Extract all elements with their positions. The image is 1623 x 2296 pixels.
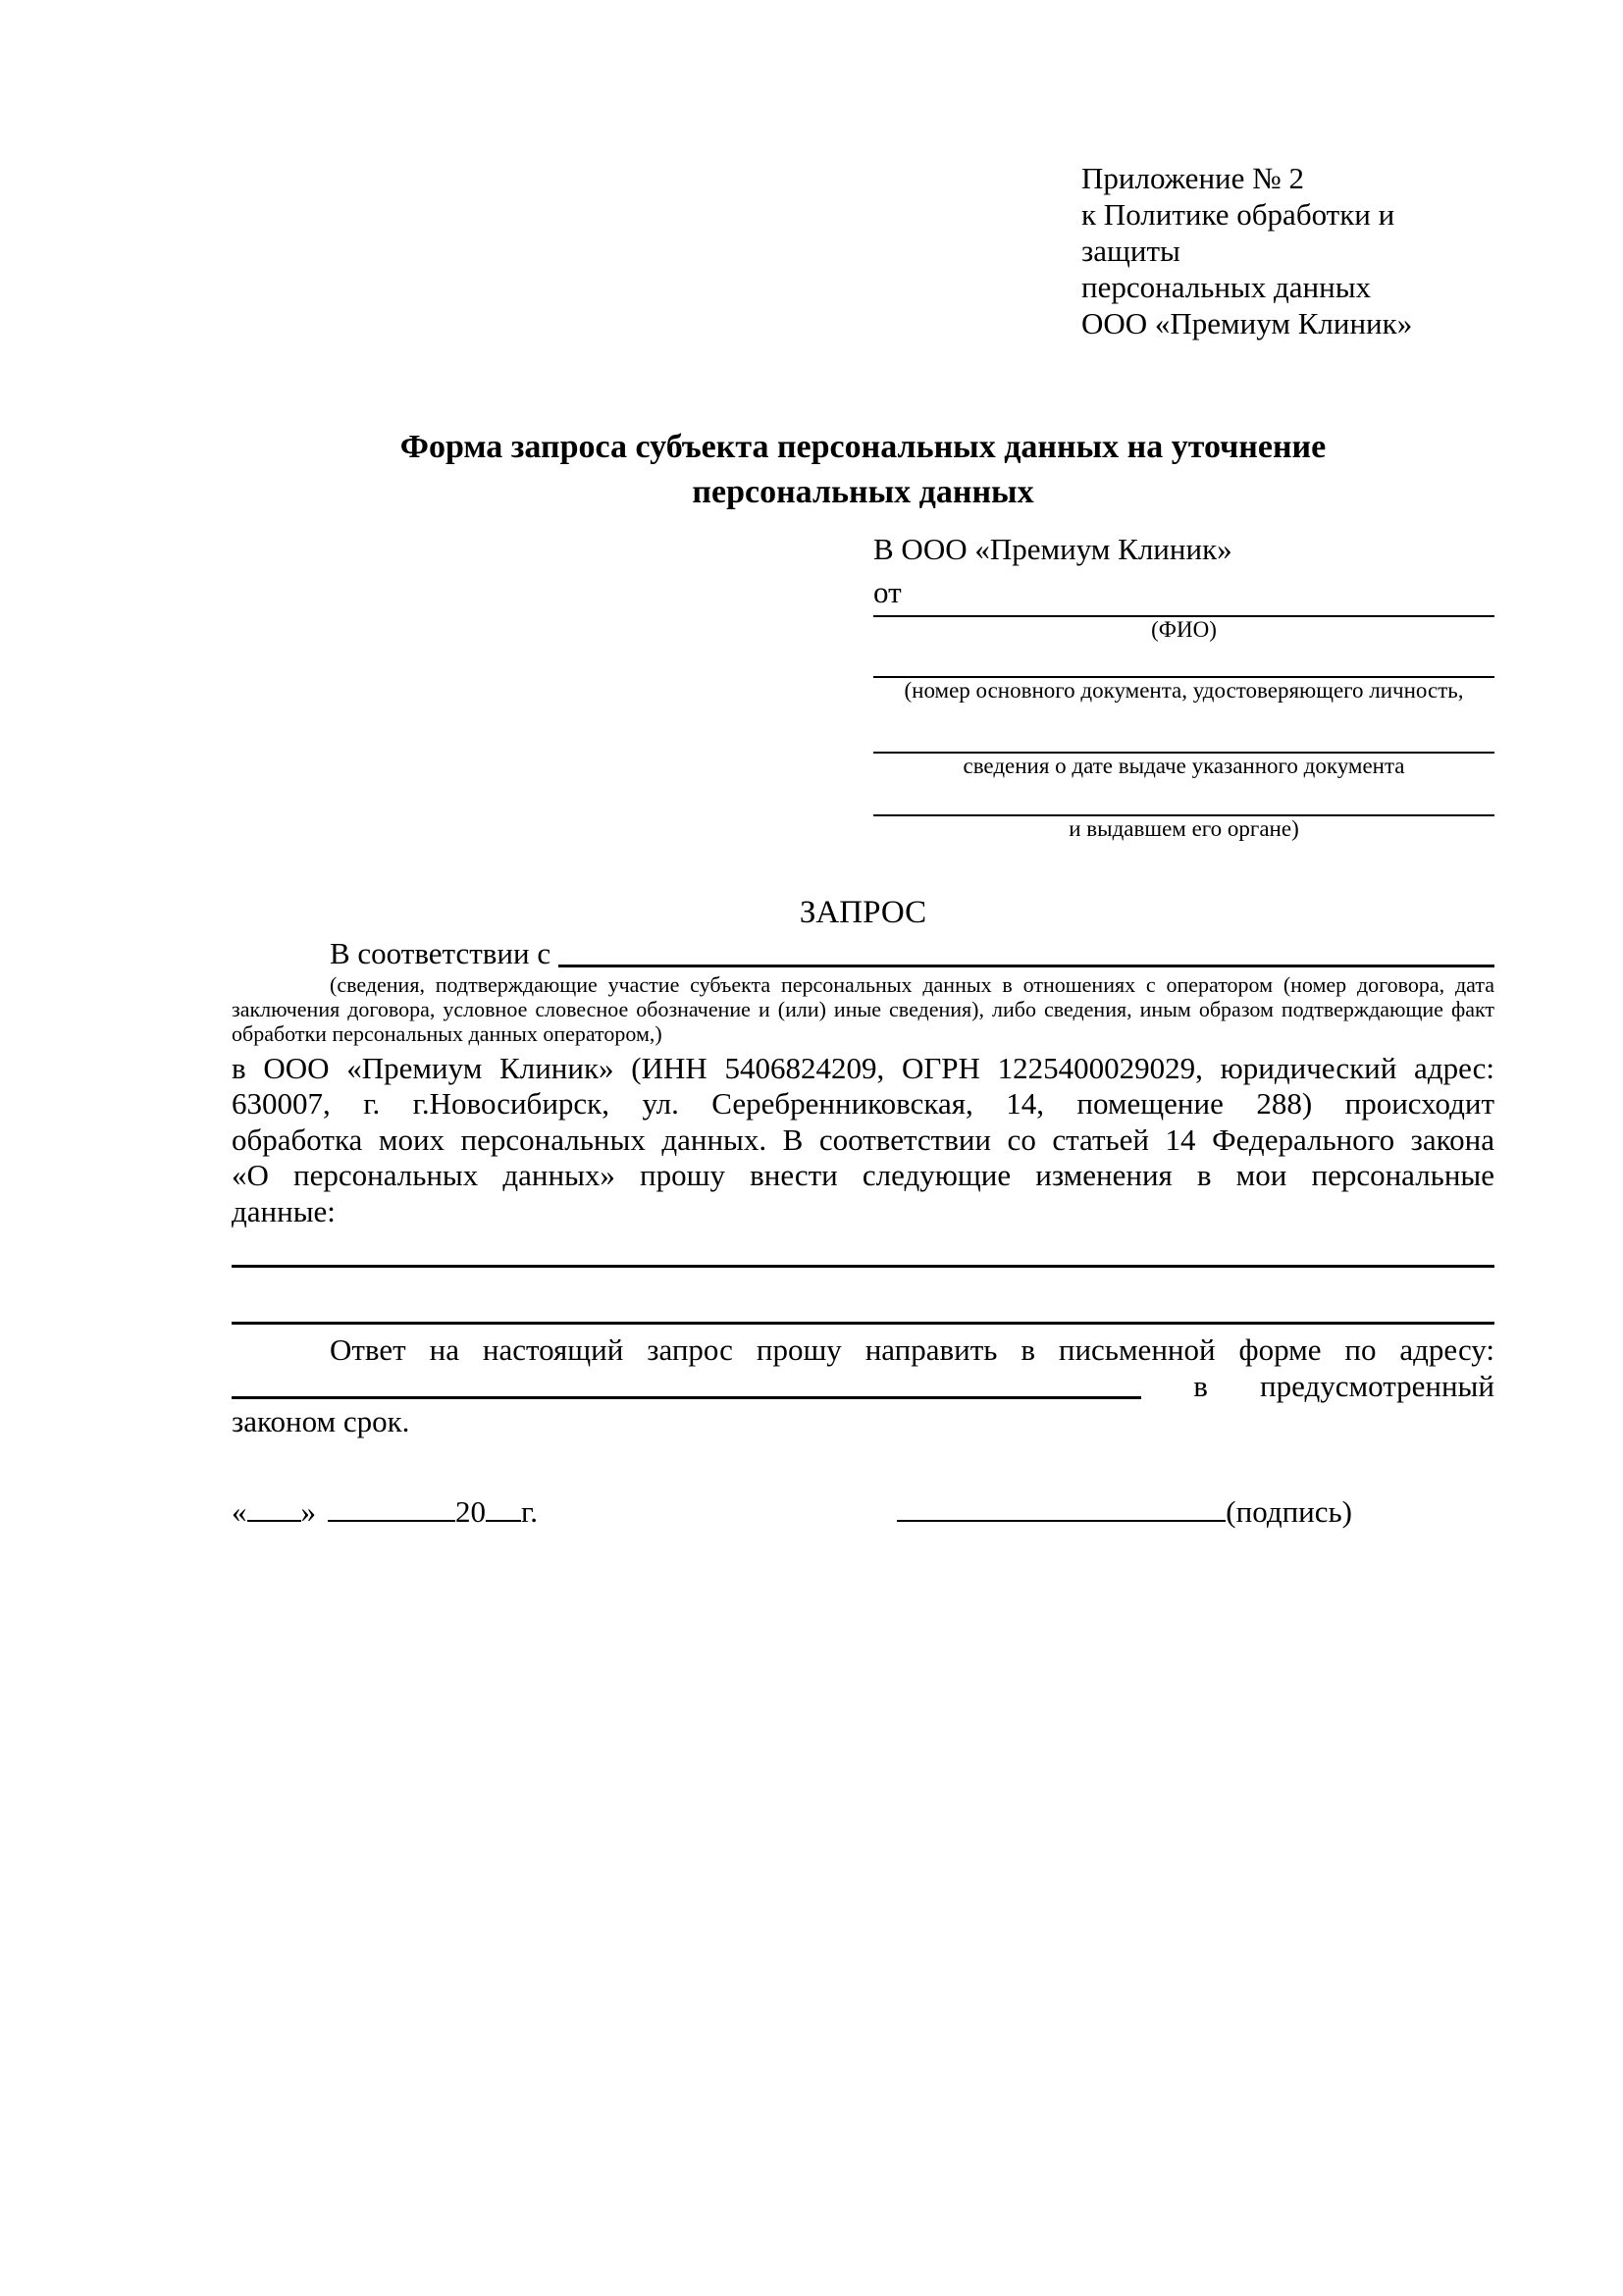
answer-line-1: Ответ на настоящий запрос прошу направить в письменной форме по адресу: [330,1332,1494,1367]
caption-doc-issuer: и выдавшем его органе) [1069,816,1299,841]
header-note-line-1: Приложение № 2 [1081,161,1304,195]
answer-word-term: предусмотренный [1260,1368,1494,1403]
title-line-1: Форма запроса субъекта персональных данных на уточнение [399,429,1327,465]
intro-fill-line [558,936,1494,967]
caption-fio: (ФИО) [1151,617,1217,642]
body-line-1: в ООО «Премиум Клиник» (ИНН 5406824209, ОГРН 1225400029029, юридический адрес: [232,1050,1494,1085]
note-line-1: (сведения, подтверждающие участие субъекта персональных данных в отношениях с оператором (номер договора, дата [330,971,1494,997]
date-group [232,1492,538,1532]
changes-fill-line-2 [232,1322,1494,1325]
header-note-line-3: персональных данных [1081,270,1372,304]
signature-fill-line [897,1520,1226,1522]
caption-doc-date: сведения о дате выдаче указанного документа [963,754,1405,778]
date-year-blank [486,1520,521,1522]
header-note-line-4: ООО «Премиум Клиник» [1081,306,1413,340]
changes-fill-line-1 [232,1265,1494,1268]
address-fill-line [232,1369,1141,1400]
request-heading: ЗАПРОС [799,895,927,930]
header-note [1081,160,1494,341]
body-paragraph [232,1051,1494,1230]
date-quote-close: » [300,1493,316,1529]
date-year-prefix: 20 [455,1493,486,1529]
intro-line [232,936,1494,972]
date-year-suffix: г. [521,1493,538,1529]
note-line-2: заключения договора, условное словесное обозначение и (или) иные сведения), либо сведения, иным образом подтверждающие факт [232,996,1494,1021]
date-signature-row [232,1492,1494,1532]
answer-line-3: законом срок. [232,1404,410,1438]
body-line-3: обработка моих персональных данных. В соответствии со статьей 14 Федерального закона [232,1122,1494,1157]
body-line-4: «О персональных данных» прошу внести следующие изменения в мои персональные [232,1158,1494,1192]
signature-caption: (подпись) [1226,1493,1352,1529]
answer-line-2 [232,1369,1494,1405]
date-month-blank [328,1520,455,1522]
title-line-2: персональных данных [692,474,1034,510]
explanatory-note [232,972,1494,1046]
signature-group [897,1492,1352,1532]
document-title [232,425,1494,515]
answer-word-v: в [1193,1368,1208,1403]
note-line-3: обработки персональных данных оператором,) [232,1020,662,1046]
date-day-blank [247,1520,301,1522]
body-line-5: данные: [232,1193,336,1228]
date-quote-open: « [232,1493,247,1529]
addressee-block [873,529,1494,842]
header-note-line-2: к Политике обработки и защиты [1081,197,1395,268]
caption-doc-number: (номер основного документа, удостоверяющего личность, [904,678,1464,703]
addressee-organization: В ООО «Премиум Клиник» [873,532,1232,566]
addressee-from-label: от [873,575,902,609]
body-line-2: 630007, г. г.Новосибирск, ул. Серебренниковская, 14, помещение 288) происходит [232,1086,1494,1121]
intro-prefix: В соответствии с [330,936,551,970]
